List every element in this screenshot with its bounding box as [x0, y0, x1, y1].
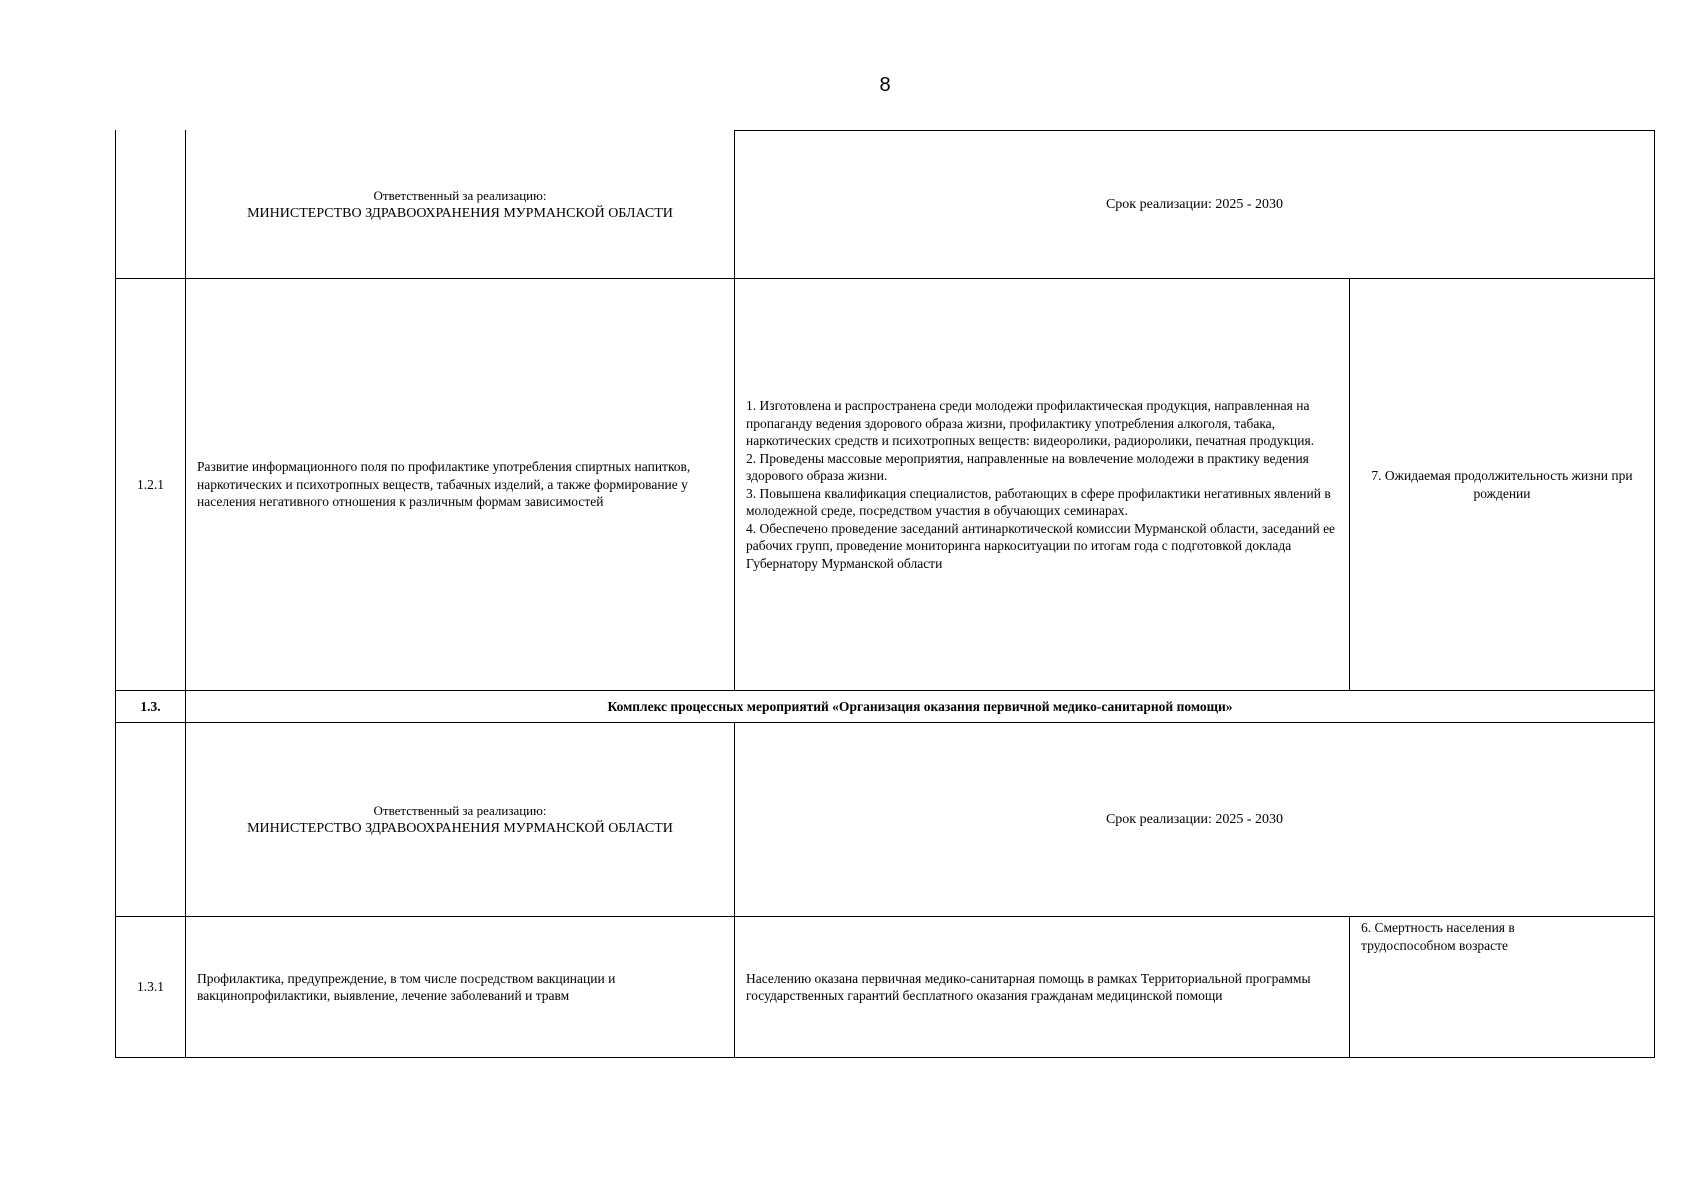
measures-table [115, 130, 1655, 1058]
item-number-cell [116, 917, 185, 1057]
item-results: 1. Изготовлена и распространена среди молодежи профилактическая продукция, направленная на пропаганду ведения здорового образа жизни, профилактику употребления алкоголя, табака, наркотических средств и психотропных веществ: видеоролики, радиоролики, печатная продукция. 2. Проведены массовые мероприятия, направленные на вовлечение молодежи в практику ведения здорового образа жизни. 3. Повышена квалификация специалистов, работающих в сфере профилактики негативных явлений в молодежной среде, посредством участия в обучающих семинарах. 4. Обеспечено проведение заседаний антинаркотической комиссии Мурманской области, заседаний ее рабочих групп, проведение мониторинга наркоситуации по итогам года с подготовкой доклада Губернатору Мурманской области [746, 398, 1336, 571]
item-task: Развитие информационного поля по профилактике употребления спиртных напитков, наркотических и психотропных веществ, табачных изделий, а также формирование у населения негативного отношения к различным формам зависимостей [197, 459, 691, 510]
section-number: 1.3. [140, 698, 161, 714]
section-title-cell [186, 691, 1654, 722]
item-number-cell [116, 279, 185, 690]
item-results: Населению оказана первичная медико-санитарная помощь в рамках Территориальной программы государственных гарантий бесплатного оказания гражданам медицинской помощи [746, 970, 1311, 1003]
item-number: 1.3.1 [137, 979, 164, 995]
responsible-cell [186, 723, 734, 916]
term-text: Срок реализации: 2025 - 2030 [1105, 811, 1284, 827]
item-results-cell [735, 279, 1349, 690]
responsible-cell [186, 131, 734, 278]
responsible-org: МИНИСТЕРСТВО ЗДРАВООХРАНЕНИЯ МУРМАНСКОЙ ОБЛАСТИ [247, 205, 673, 221]
item-indicator: 6. Смертность населения в трудоспособном возрасте [1361, 920, 1515, 953]
item-indicator: 7. Ожидаемая продолжительность жизни при рождении [1371, 468, 1633, 501]
item-indicator-cell [1350, 279, 1654, 690]
table-line [115, 1057, 1655, 1058]
page-number: 8 [879, 74, 891, 96]
item-task-cell [186, 279, 734, 690]
section-title: Комплекс процессных мероприятий «Организация оказания первичной медико-санитарной помощи» [607, 698, 1233, 714]
item-task-cell [186, 917, 734, 1057]
table-line [1654, 130, 1655, 1058]
term-cell [735, 723, 1654, 916]
term-text: Срок реализации: 2025 - 2030 [1105, 196, 1284, 212]
term-cell [735, 131, 1654, 278]
responsible-label: Ответственный за реализацию: [373, 803, 547, 818]
item-task: Профилактика, предупреждение, в том числе посредством вакцинации и вакцинопрофилактики, выявление, лечение заболеваний и травм [197, 970, 616, 1003]
responsible-org: МИНИСТЕРСТВО ЗДРАВООХРАНЕНИЯ МУРМАНСКОЙ ОБЛАСТИ [247, 820, 673, 836]
item-number: 1.2.1 [137, 476, 164, 492]
section-number-cell [116, 691, 185, 722]
responsible-label: Ответственный за реализацию: [373, 188, 547, 203]
item-indicator-cell [1350, 917, 1654, 1057]
item-results-cell [735, 917, 1349, 1057]
